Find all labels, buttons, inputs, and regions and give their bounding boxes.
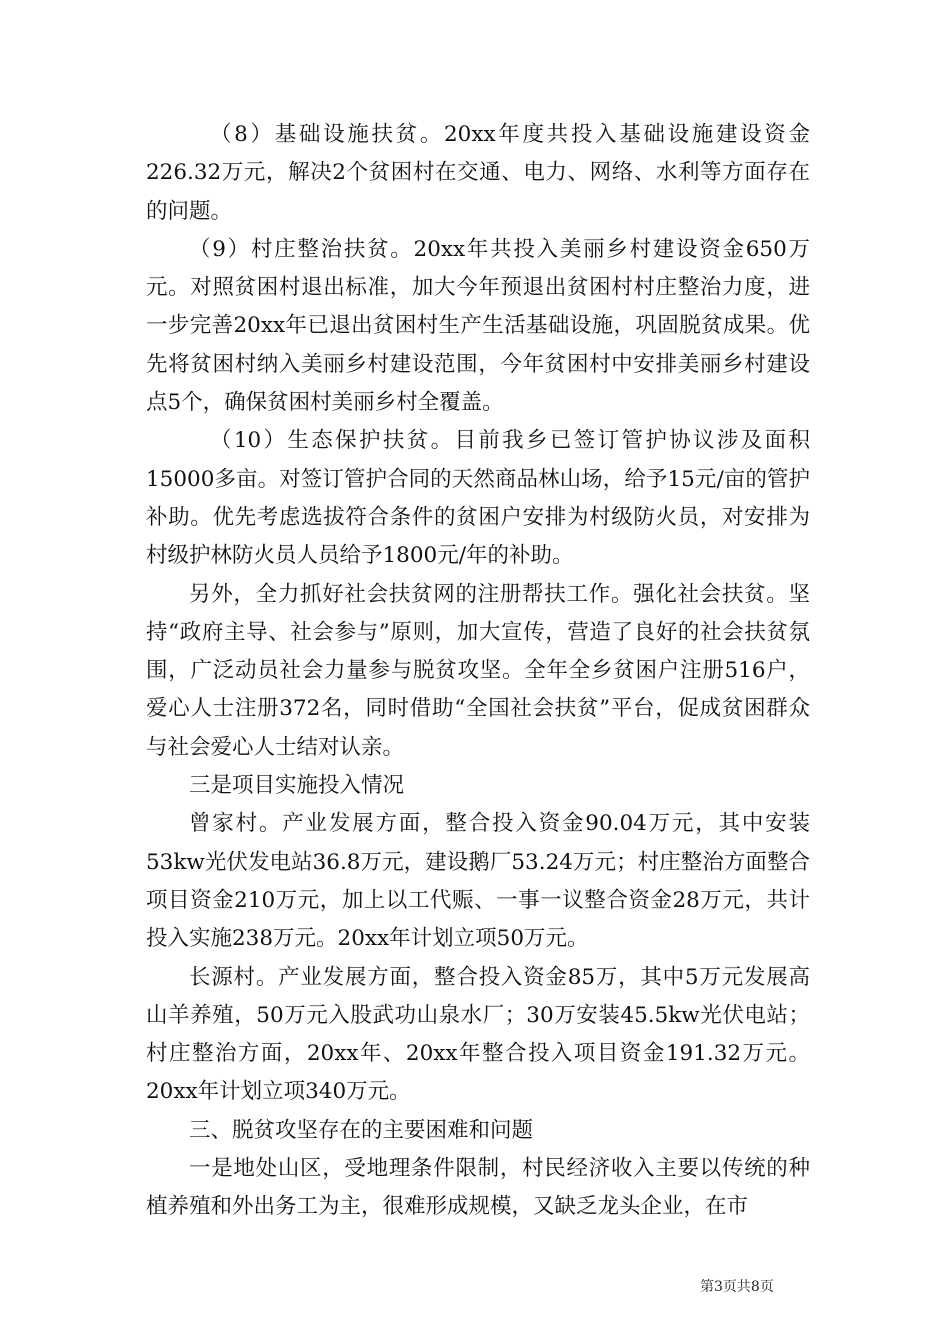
- paragraph-zengjia-village: 曾家村。产业发展方面，整合投入资金90.04万元，其中安装53kw光伏发电站36.8万元，建设鹅厂53.24万元；村庄整治方面整合项目资金210万元，加上以工代赈、一事一议整合资金28万元，共计投入实施238万元。20xx年计划立项50万元。: [146, 811, 810, 952]
- document-body: [146, 116, 810, 1227]
- page-number-footer: 第3页共8页: [700, 1279, 774, 1295]
- section-heading-difficulties: 三、脱贫攻坚存在的主要困难和问题: [189, 1117, 534, 1143]
- paragraph-infrastructure: （8）基础设施扶贫。20xx年度共投入基础设施建设资金226.32万元，解决2个贫困村在交通、电力、网络、水利等方面存在的问题。: [146, 122, 810, 224]
- paragraph-difficulty-one: 一是地处山区，受地理条件限制，村民经济收入主要以传统的种植养殖和外出务工为主，很难形成规模，又缺乏龙头企业，在市: [146, 1156, 810, 1220]
- paragraph-ecological-protection: （10）生态保护扶贫。目前我乡已签订管护协议涉及面积15000多亩。对签订管护合同的天然商品林山场，给予15元/亩的管护补助。优先考虑选拔符合条件的贫困户安排为村级防火员，对安排为村级护林防火员人员给予1800元/年的补助。: [146, 428, 810, 569]
- paragraph-changyuan-village: 长源村。产业发展方面，整合投入资金85万，其中5万元发展高山羊养殖，50万元入股武功山泉水厂；30万安装45.5kw光伏电站；村庄整治方面，20xx年、20xx年整合投入项目资金191.32万元。20xx年计划立项340万元。: [146, 964, 810, 1105]
- section-heading-project-investment: 三是项目实施投入情况: [189, 773, 405, 799]
- paragraph-village-renovation: （9）村庄整治扶贫。20xx年共投入美丽乡村建设资金650万元。对照贫困村退出标准，加大今年预退出贫困村村庄整治力度，进一步完善20xx年已退出贫困村生产生活基础设施，巩固脱贫成果。优先将贫困村纳入美丽乡村建设范围，今年贫困村中安排美丽乡村建设点5个，确保贫困村美丽乡村全覆盖。: [146, 236, 810, 416]
- paragraph-social-poverty-alleviation: 另外，全力抓好社会扶贫网的注册帮扶工作。强化社会扶贫。坚持“政府主导、社会参与”原则，加大宣传，营造了良好的社会扶贫氛围，广泛动员社会力量参与脱贫攻坚。全年全乡贫困户注册516户，爱心人士注册372名，同时借助“全国社会扶贫”平台，促成贫困群众与社会爱心人士结对认亲。: [146, 581, 810, 760]
